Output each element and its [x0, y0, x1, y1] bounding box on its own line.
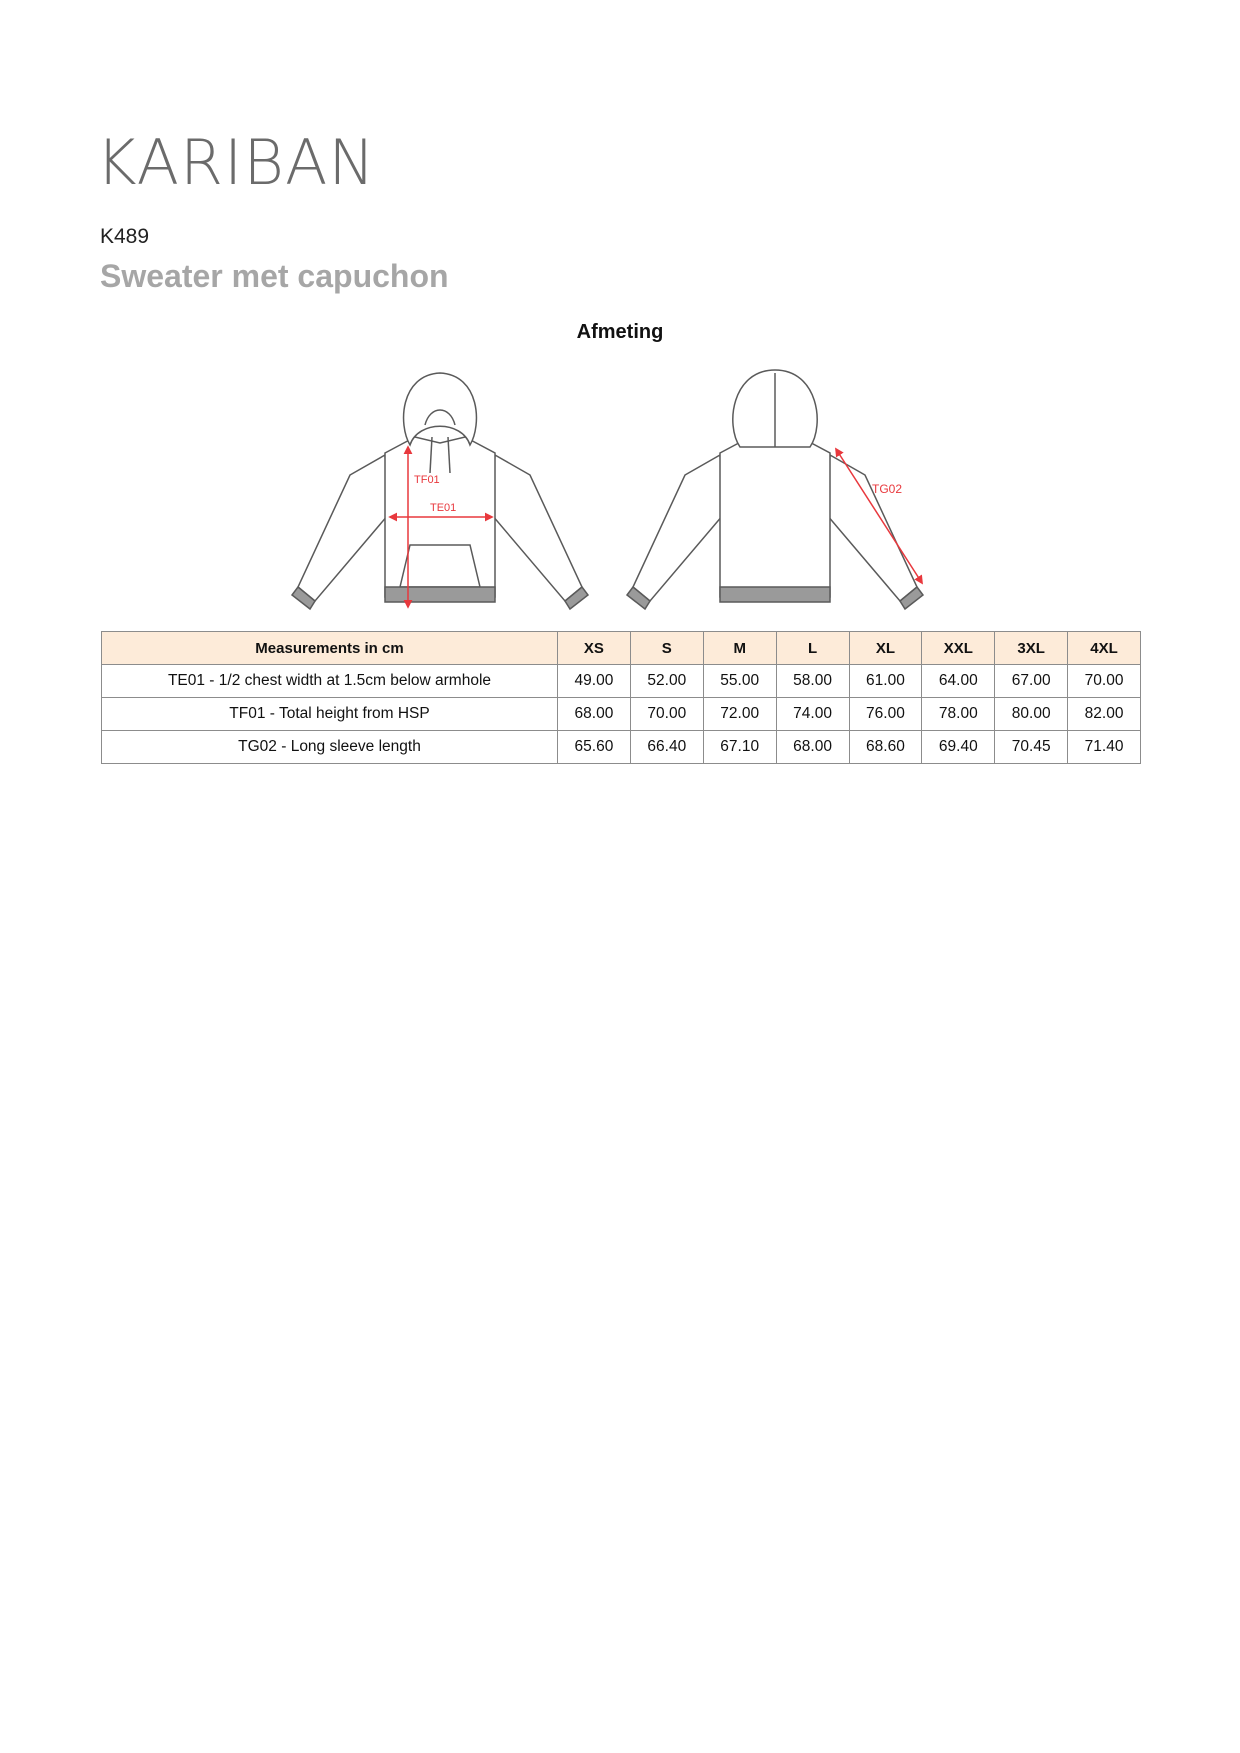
table-cell: 78.00 [922, 698, 995, 731]
table-cell: 65.60 [558, 731, 631, 764]
table-cell: 55.00 [703, 665, 776, 698]
row-label: TG02 - Long sleeve length [102, 731, 558, 764]
table-cell: 67.10 [703, 731, 776, 764]
hoodie-front-drawing [292, 373, 588, 609]
table-cell: 67.00 [995, 665, 1068, 698]
te01-front-label: TE01 [430, 502, 457, 514]
table-cell: 71.40 [1068, 731, 1141, 764]
table-cell: 58.00 [776, 665, 849, 698]
header-size: S [630, 632, 703, 665]
header-measurements: Measurements in cm [102, 632, 558, 665]
header-size: 3XL [995, 632, 1068, 665]
hoodie-measurement-illustration [280, 365, 960, 625]
table-cell: 61.00 [849, 665, 922, 698]
table-cell: 70.00 [630, 698, 703, 731]
row-label: TE01 - 1/2 chest width at 1.5cm below armhole [102, 665, 558, 698]
section-title: Afmeting [576, 321, 664, 343]
table-cell: 68.00 [558, 698, 631, 731]
brand-logo: KARIBAN [96, 126, 376, 199]
tf01-front-label: TF01 [414, 474, 440, 486]
row-label: TF01 - Total height from HSP [102, 698, 558, 731]
table-cell: 70.00 [1068, 665, 1141, 698]
product-name: Sweater met capuchon [100, 258, 449, 294]
table-cell: 80.00 [995, 698, 1068, 731]
table-cell: 72.00 [703, 698, 776, 731]
table-cell: 68.60 [849, 731, 922, 764]
table-header-row [102, 632, 1141, 665]
table-row [102, 731, 1141, 764]
table-cell: 82.00 [1068, 698, 1141, 731]
table-cell: 49.00 [558, 665, 631, 698]
table-row [102, 698, 1141, 731]
table-cell: 69.40 [922, 731, 995, 764]
table-cell: 70.45 [995, 731, 1068, 764]
header-size: XS [558, 632, 631, 665]
product-code: K489 [100, 225, 150, 248]
header-size: 4XL [1068, 632, 1141, 665]
header-size: XL [849, 632, 922, 665]
header-size: M [703, 632, 776, 665]
size-table [101, 631, 1141, 764]
table-row [102, 665, 1141, 698]
table-cell: 64.00 [922, 665, 995, 698]
header-size: L [776, 632, 849, 665]
table-cell: 76.00 [849, 698, 922, 731]
table-cell: 66.40 [630, 731, 703, 764]
table-cell: 74.00 [776, 698, 849, 731]
header-size: XXL [922, 632, 995, 665]
tg02-back-label: TG02 [872, 482, 903, 496]
table-cell: 52.00 [630, 665, 703, 698]
table-cell: 68.00 [776, 731, 849, 764]
